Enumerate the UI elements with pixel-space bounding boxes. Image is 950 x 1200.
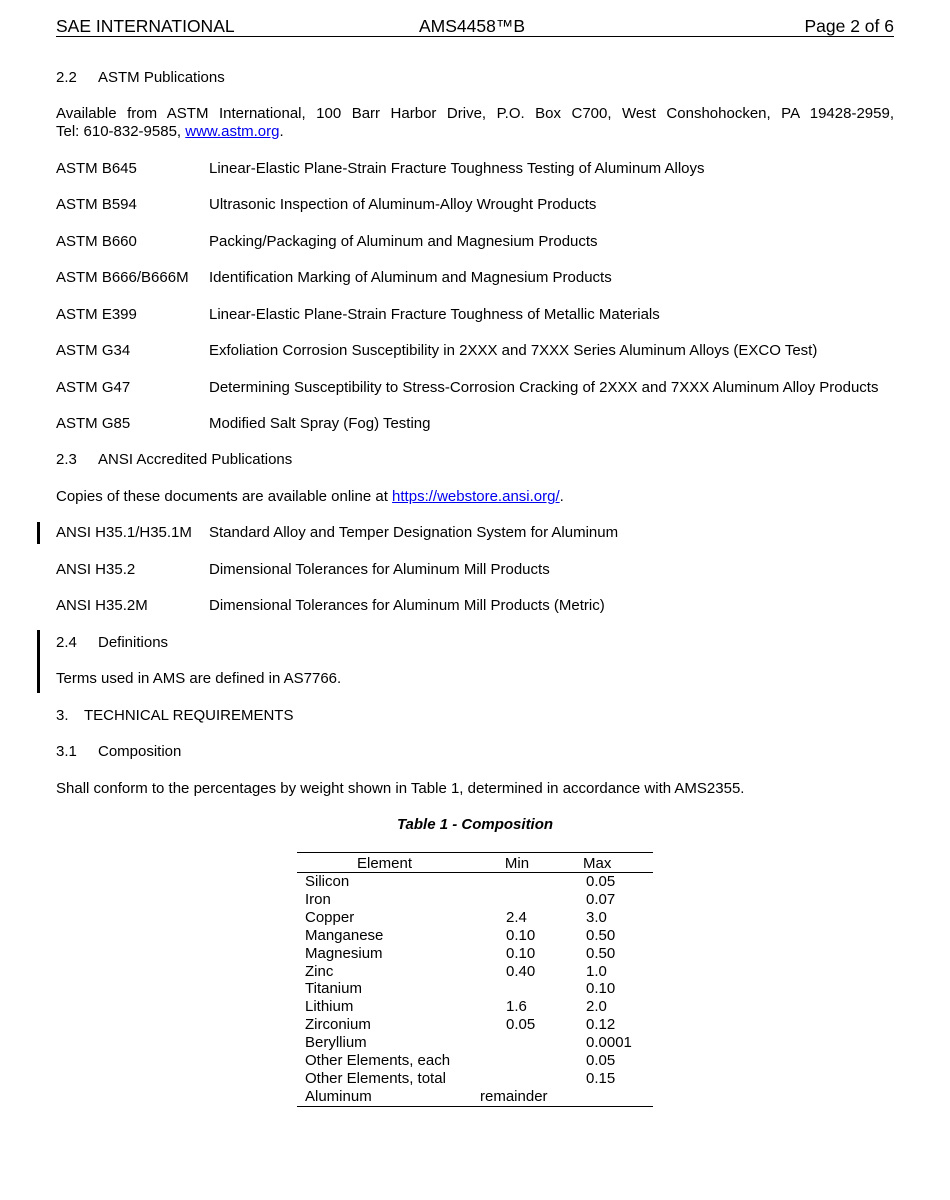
cell-min	[472, 891, 562, 909]
section-title: Composition	[98, 743, 182, 760]
reference-title: Modified Salt Spray (Fog) Testing	[209, 415, 431, 432]
reference-title: Packing/Packaging of Aluminum and Magnesium Products	[209, 233, 598, 250]
section-title: Definitions	[98, 634, 169, 651]
ansi-webstore-link[interactable]: https://webstore.ansi.org/	[392, 488, 560, 505]
cell-max	[562, 1088, 653, 1106]
section-number: 3.	[56, 707, 69, 724]
astm-availability	[56, 105, 894, 141]
cell-element: Other Elements, total	[305, 1069, 446, 1087]
reference-code: ASTM B666/B666M	[56, 269, 189, 286]
section-title: ASTM Publications	[98, 69, 225, 86]
cell-min: 2.4	[506, 908, 527, 926]
reference-item	[56, 561, 550, 579]
cell-element: Other Elements, each	[305, 1052, 451, 1070]
astm-availability-line1: Available from ASTM International, 100 Barr Harbor Drive, P.O. Box C700, West Conshohocken, PA 19428-2959,	[56, 105, 894, 122]
page-header	[56, 14, 894, 37]
cell-min: 1.6	[506, 998, 527, 1016]
cell-max: 0.50	[586, 926, 616, 944]
section-number: 3.1	[56, 743, 77, 760]
cell-element: Beryllium	[305, 1034, 367, 1052]
table-row	[297, 873, 653, 891]
reference-item	[56, 196, 596, 214]
cell-max: 0.50	[586, 944, 616, 962]
reference-title: Identification Marking of Aluminum and Magnesium Products	[209, 269, 612, 286]
cell-min: remainder	[472, 1088, 562, 1106]
cell-min: 0.40	[506, 962, 536, 980]
cell-element: Zirconium	[305, 1016, 371, 1034]
section-title: TECHNICAL REQUIREMENTS	[84, 707, 294, 724]
header-doc-number: AMS4458™B	[419, 16, 526, 36]
section-number: 2.2	[56, 69, 77, 86]
table-row	[297, 891, 653, 909]
table-row	[297, 1070, 653, 1088]
revision-change-bar	[37, 630, 40, 693]
reference-item	[56, 160, 705, 178]
reference-item	[56, 306, 660, 324]
cell-element: Zinc	[305, 962, 334, 980]
cell-min	[472, 873, 562, 891]
cell-min: 0.10	[506, 926, 536, 944]
reference-item	[56, 415, 431, 433]
reference-code: ANSI H35.2M	[56, 597, 148, 614]
composition-text: Shall conform to the percentages by weight shown in Table 1, determined in accordance with AMS2355.	[56, 780, 745, 797]
reference-title: Standard Alloy and Temper Designation System for Aluminum	[209, 524, 619, 541]
cell-max: 2.0	[586, 998, 607, 1016]
header-page-number: Page 2 of 6	[804, 16, 894, 36]
table-row	[297, 909, 653, 927]
cell-max: 0.0001	[586, 1034, 632, 1052]
section-heading-definitions	[56, 634, 168, 652]
cell-max: 0.15	[586, 1069, 616, 1087]
table-row	[297, 927, 653, 945]
table-row	[297, 1016, 653, 1034]
reference-title: Dimensional Tolerances for Aluminum Mill Products (Metric)	[209, 597, 605, 614]
table-row	[297, 963, 653, 981]
reference-title: Dimensional Tolerances for Aluminum Mill Products	[209, 561, 550, 578]
table-row	[297, 1052, 653, 1070]
column-header-min: Min	[472, 853, 562, 873]
table-caption: Table 1 - Composition	[396, 816, 554, 833]
cell-element: Copper	[305, 908, 355, 926]
cell-element: Lithium	[305, 998, 354, 1016]
cell-max: 0.10	[586, 980, 616, 998]
cell-min: 0.10	[506, 944, 536, 962]
reference-title: Exfoliation Corrosion Susceptibility in 2XXX and 7XXX Series Aluminum Alloys (EXCO Test)	[209, 342, 818, 359]
composition-table-body	[297, 873, 653, 1107]
cell-min	[472, 980, 562, 998]
reference-title: Linear-Elastic Plane-Strain Fracture Toughness of Metallic Materials	[209, 306, 660, 323]
astm-availability-line2-pre: Tel: 610-832-9585,	[56, 123, 186, 140]
reference-code: ANSI H35.2	[56, 561, 136, 578]
reference-code: ASTM G34	[56, 342, 131, 359]
reference-code: ASTM B645	[56, 160, 137, 177]
header-org: SAE INTERNATIONAL	[56, 16, 235, 36]
cell-max: 3.0	[586, 908, 607, 926]
reference-item	[56, 597, 605, 615]
cell-element: Silicon	[305, 873, 350, 890]
reference-title: Linear-Elastic Plane-Strain Fracture Toughness Testing of Aluminum Alloys	[209, 160, 705, 177]
reference-item	[56, 233, 598, 251]
section-heading-technical	[56, 707, 293, 725]
cell-max: 0.12	[586, 1016, 616, 1034]
column-header-max: Max	[562, 853, 653, 873]
table-row	[297, 1034, 653, 1052]
reference-code: ASTM B594	[56, 196, 137, 213]
section-heading-composition	[56, 743, 181, 761]
table-row	[297, 1088, 653, 1106]
definitions-text: Terms used in AMS are defined in AS7766.	[56, 670, 342, 687]
reference-code: ASTM B660	[56, 233, 137, 250]
table-header-row	[297, 853, 653, 873]
section-number: 2.4	[56, 634, 77, 651]
table-row	[297, 945, 653, 963]
composition-table	[297, 852, 653, 1107]
reference-code: ANSI H35.1/H35.1M	[56, 524, 192, 541]
cell-element: Manganese	[305, 926, 384, 944]
astm-availability-line2-post: .	[279, 123, 284, 140]
cell-element: Iron	[305, 890, 331, 908]
revision-change-bar	[37, 522, 40, 544]
cell-max: 0.07	[586, 890, 616, 908]
cell-max: 1.0	[586, 962, 607, 980]
cell-min	[472, 1052, 562, 1070]
astm-website-link[interactable]: www.astm.org	[185, 123, 280, 140]
reference-title: Determining Susceptibility to Stress-Corrosion Cracking of 2XXX and 7XXX Aluminum Alloy Products	[209, 379, 879, 396]
reference-code: ASTM G47	[56, 379, 131, 396]
ansi-availability-post: .	[559, 488, 564, 505]
ansi-availability	[56, 488, 564, 506]
cell-max: 0.05	[586, 1052, 616, 1070]
reference-item	[56, 379, 878, 397]
cell-max: 0.05	[586, 873, 616, 890]
cell-min	[472, 1034, 562, 1052]
reference-code: ASTM E399	[56, 306, 137, 323]
cell-element: Aluminum	[297, 1088, 472, 1106]
section-title: ANSI Accredited Publications	[98, 451, 293, 468]
ansi-availability-pre: Copies of these documents are available online at	[56, 488, 393, 505]
reference-item	[56, 269, 612, 287]
reference-item	[56, 342, 817, 360]
reference-code: ASTM G85	[56, 415, 131, 432]
section-number: 2.3	[56, 451, 77, 468]
cell-min	[472, 1070, 562, 1088]
section-heading-astm	[56, 69, 225, 87]
cell-element: Magnesium	[305, 944, 383, 962]
table-row	[297, 980, 653, 998]
reference-title: Ultrasonic Inspection of Aluminum-Alloy Wrought Products	[209, 196, 597, 213]
cell-element: Titanium	[305, 980, 362, 998]
column-header-element: Element	[297, 853, 472, 873]
reference-item	[56, 524, 618, 542]
section-heading-ansi	[56, 451, 292, 469]
cell-min: 0.05	[506, 1016, 536, 1034]
table-row	[297, 998, 653, 1016]
